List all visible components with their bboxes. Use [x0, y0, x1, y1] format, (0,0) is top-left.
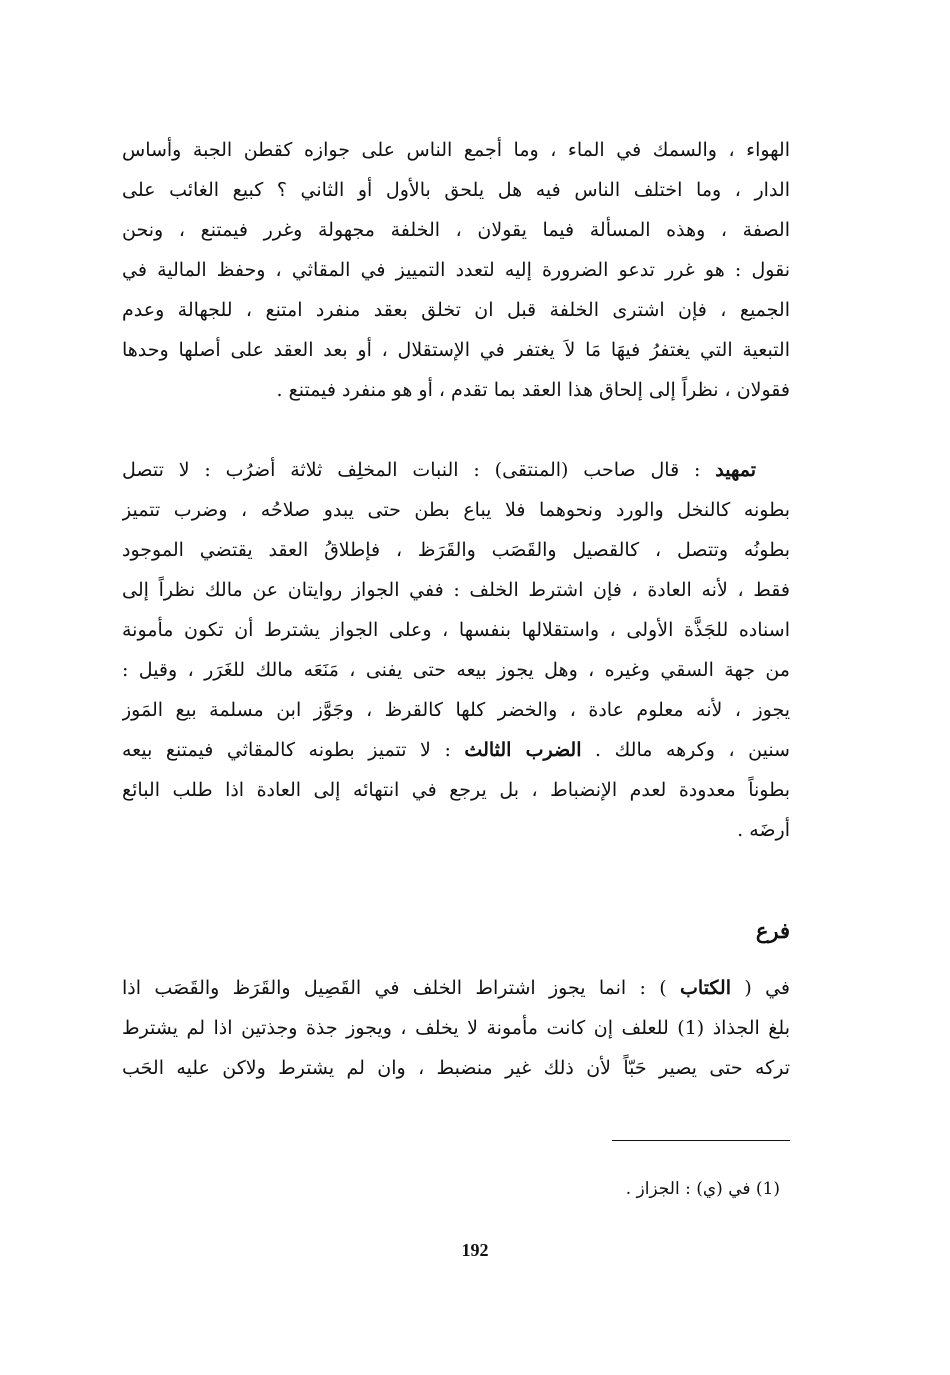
heading-text: فرع	[755, 918, 790, 943]
text-span: ) : انما يجوز اشتراط الخلف في القَصِيل والقَرَظ والقَصَب اذا	[122, 977, 681, 999]
paragraph-1	[122, 130, 790, 410]
lead-text: : قال صاحب (المنتقى) : النبات المخلِف ثلاثة أضرُب : لا تتصل	[122, 459, 716, 481]
text-line: بطونه كالنخل والورد ونحوهما فلا يباع بطن حتى يبدو صلاحُه ، وضرب تتميز	[122, 499, 790, 521]
section-heading	[756, 918, 790, 943]
paragraph-2	[122, 450, 790, 850]
text-line	[122, 450, 790, 490]
footnote: (1) في (ي) : الجزاز .	[625, 1179, 780, 1199]
text-line: اسناده للجَذَّة الأولى ، واستقلالها بنفسها ، وعلى الجواز يشترط أن تكون مأمونة	[122, 619, 790, 641]
text-line: فقولان ، نظراً إلى إلحاق هذا العقد بما تقدم ، أو هو منفرد فيمتنع .	[276, 379, 790, 401]
text-line	[122, 968, 790, 1008]
text-line: فقط ، لأنه العادة ، فإن اشترط الخلف : ففي الجواز روايتان عن مالك نظراً إلى	[122, 579, 790, 601]
text-line	[122, 730, 790, 770]
text-line: الصفة ، وهذه المسألة فيما يقولان ، الخلفة مجهولة وغرر فيمتنع ، ونحن	[122, 219, 790, 241]
text-line: الجميع ، فإن اشترى الخلفة قبل ان تخلق بعقد منفرد امتنع ، للجهالة وعدم	[122, 299, 790, 321]
text-line: أرضَه .	[737, 819, 790, 841]
text-line: بطونُه وتتصل ، كالقصيل والقَصَب والقَرَظ ، فإطلاقُ العقد يقتضي الموجود	[122, 539, 790, 561]
text-line: الهواء ، والسمك في الماء ، وما أجمع الناس على جوازه كقطن الجبة وأساس	[122, 139, 790, 161]
text-line: الدار ، وما اختلف الناس فيه هل يلحق بالأول أو الثاني ؟ كبيع الغائب على	[122, 179, 790, 201]
text-line: يجوز ، لأنه معلوم عادة ، والخضر كلها كالقرظ ، وجَوَّز ابن مسلمة بيع المَوز	[122, 699, 790, 721]
text-span: : لا تتميز بطونه كالمقاثي فيمتنع بيعه	[122, 739, 465, 761]
text-span: في (	[731, 977, 790, 999]
text-line: بطوناً معدودة لعدم الإنضباط ، بل يرجع في انتهائه إلى العادة اذا طلب البائع	[122, 779, 790, 801]
text-span: سنين ، وكرهه مالك .	[581, 739, 790, 761]
text-line: بلغ الجذاذ (1) للعلف إن كانت مأمونة لا يخلف ، ويجوز جذة وجذتين اذا لم يشترط	[122, 1017, 790, 1039]
book-term: الكتاب	[680, 977, 731, 999]
text-line: نقول : هو غرر تدعو الضرورة إليه لتعدد التمييز في المقاثي ، وحفظ المالية في	[122, 259, 790, 281]
text-line: من جهة السقي وغيره ، وهل يجوز بيعه حتى يفنى ، مَنَعَه مالك للغَرَر ، وقيل :	[122, 659, 790, 681]
paragraph-3	[122, 968, 790, 1088]
lead-term: تمهيد	[715, 459, 756, 481]
section-term: الضرب الثالث	[464, 739, 582, 761]
page-number: 192	[461, 1240, 489, 1260]
text-line: التبعية التي يغتفرُ فيهَا مَا لاَ يغتفر في الإستقلال ، أو بعد العقد على أصلها وحدها	[122, 339, 790, 361]
text-line: تركه حتى يصير حَبّاً لأن ذلك غير منضبط ، وان لم يشترط ولاكن عليه الحَب	[122, 1057, 790, 1079]
footnote-separator	[612, 1140, 790, 1141]
